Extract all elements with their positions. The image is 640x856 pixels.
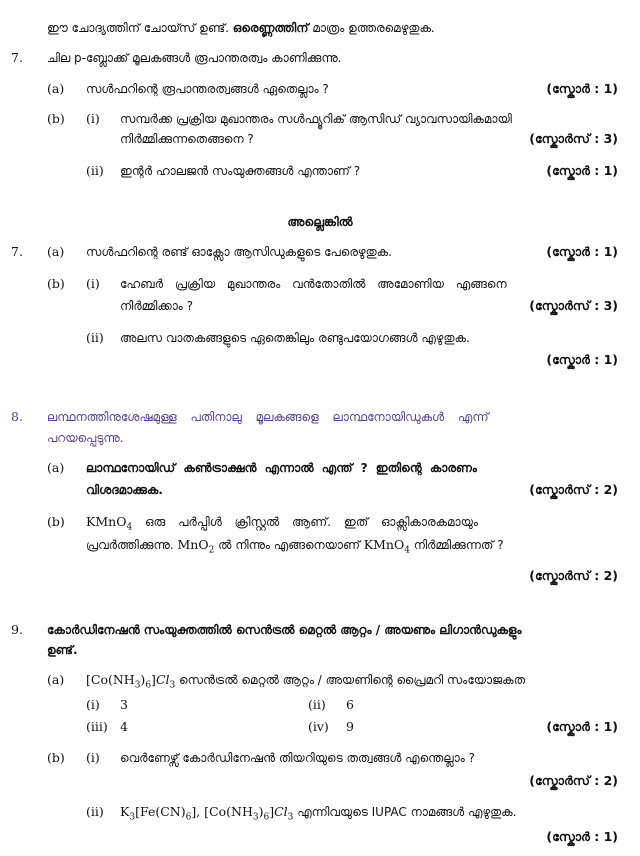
q9-opt-ii: 6 [346, 697, 354, 712]
q7alt-b-ii-score: (സ്കോർ : 1) [546, 352, 618, 367]
q9-opt-iii-label: (iii) [86, 719, 108, 734]
q7-b-ii-text: ഇന്റർ ഹാലജൻ സംയുക്തങ്ങൾ എന്താണ് ? [120, 164, 361, 178]
q8-a-label: (a) [47, 460, 65, 475]
q7alt-b-i-score: (സ്കോർസ് : 3) [529, 298, 618, 313]
q7alt-b-i-text-line1: ഹേബർ പ്രക്രിയ മുഖാന്തരം വൻതോതിൽ അമോണിയ എങ്ങനെ [120, 277, 507, 291]
q9-b-ii-label: (ii) [86, 804, 104, 819]
complex-formula: $[Co(NH_3)_6]Cl_3$ [86, 672, 176, 691]
q7-b-label: (b) [47, 111, 65, 126]
q8-b-score: (സ്കോർസ് : 2) [529, 568, 618, 583]
q7-b-ii-score: (സ്കോർ : 1) [546, 163, 618, 178]
q9-stem-line2: ഉണ്ട്. [47, 643, 78, 657]
q7alt-a-score: (സ്കോർ : 1) [546, 244, 618, 259]
q8-a-text-line1: ലാന്ഥനോയിഡ് കൺട്രാക്ഷൻ എന്നാൽ എന്ത് ? ഇതിന്റെ കാരണം [86, 461, 477, 475]
q7-stem: ചില p-ബ്ലോക്ക് മൂലകങ്ങൾ രൂപാന്തരത്വം കാണിക്കുന്നു. [47, 51, 342, 65]
q7-b-ii-label: (ii) [86, 163, 104, 178]
kmno4-formula: KMnO$_4$ [86, 514, 133, 533]
q8-number: 8. [11, 409, 23, 424]
q9-b-label: (b) [47, 750, 65, 765]
choice-instruction: ഈ ചോദ്യത്തിന് ചോയ്സ് ഉണ്ട്. ഒരെണ്ണത്തിന് മാത്രം ഉത്തരമെഴുതുക. [47, 21, 435, 35]
q8-a-score: (സ്കോർസ് : 2) [529, 482, 618, 497]
q9-opt-iii: 4 [120, 719, 128, 734]
q7alt-b-ii-label: (ii) [86, 330, 104, 345]
q9-a-label: (a) [47, 672, 65, 687]
q7alt-number: 7. [11, 244, 23, 259]
q7-b-i-text-line2: നിർമ്മിക്കുന്നതെങ്ങനെ ? [120, 132, 254, 146]
q7alt-b-label: (b) [47, 276, 65, 291]
q7-b-i-label: (i) [86, 111, 100, 126]
q7-b-i-text-line1: സമ്പർക്ക പ്രക്രിയ മുഖാന്തരം സൾഫ്യൂറിക് ആസിഡ് വ്യാവസായികമായി [120, 112, 512, 126]
q9-b-i-text: വെർണേഴ്സ് കോർഡിനേഷൻ തിയറിയുടെ തത്വങ്ങൾ എന്തെല്ലാം ? [120, 751, 475, 765]
q9-opt-iv: 9 [346, 719, 354, 734]
q7alt-b-ii-text: അലസ വാതകങ്ങളുടെ ഏതെങ്കിലും രണ്ടുപയോഗങ്ങൾ എഴുതുക. [120, 331, 470, 345]
q8-b-text-line2: പ്രവർത്തിക്കുന്നു. MnO$_2$ ൽ നിന്നും എങ്ങനെയാണ് KMnO$_4$ നിർമ്മിക്കുന്നത് ? [86, 537, 504, 556]
q9-opt-ii-label: (ii) [308, 697, 326, 712]
q7alt-b-i-text-line2: നിർമ്മിക്കാം ? [120, 299, 193, 313]
or-divider: അല്ലെങ്കിൽ [287, 214, 353, 229]
q7-a-text: സൾഫറിന്റെ രൂപാന്തരത്വങ്ങൾ ഏതെല്ലാം ? [86, 82, 329, 96]
q9-b-i-label: (i) [86, 750, 100, 765]
q8-stem-line2: പറയപ്പെടുന്നു. [47, 431, 124, 445]
q9-number: 9. [11, 622, 23, 637]
q8-b-text-line1: KMnO$_4$ ഒരു പർപ്പിൾ ക്രിസ്റ്റൽ ആണ്. ഇത് ഓക്സികാരകമായും [86, 514, 478, 533]
q9-a-text: $[Co(NH_3)_6]Cl_3$ സെൻട്രൽ മെറ്റൽ ആറ്റം / അയണിന്റെ പ്രൈമറി സംയോജകത [86, 672, 526, 691]
q7-b-i-score: (സ്കോർസ് : 3) [529, 131, 618, 146]
q7alt-a-label: (a) [47, 244, 65, 259]
q9-opt-i: 3 [120, 697, 128, 712]
q9-b-ii-text: $K_3[Fe(CN)_6]$, $[Co(NH_3)_6]Cl_3$ എന്നിവയുടെ IUPAC നാമങ്ങൾ എഴുതുക. [120, 804, 517, 823]
q9-opt-i-label: (i) [86, 697, 100, 712]
q7-a-label: (a) [47, 81, 65, 96]
q7-number: 7. [11, 50, 23, 65]
mno2-formula: MnO$_2$ [177, 537, 215, 556]
q7alt-a-text: സൾഫറിന്റെ രണ്ട് ഓക്സോ ആസിഡുകളുടെ പേരെഴുതുക. [86, 245, 392, 259]
kmno4-formula-2: KMnO$_4$ [363, 537, 410, 556]
q7-a-score: (സ്കോർ : 1) [546, 81, 618, 96]
q9-a-score: (സ്കോർ : 1) [546, 719, 618, 734]
q9-opt-iv-label: (iv) [308, 719, 329, 734]
q7alt-b-i-label: (i) [86, 276, 100, 291]
q9-b-ii-score: (സ്കോർ : 1) [546, 829, 618, 844]
ferrocyanide-formula: $K_3[Fe(CN)_6]$, $[Co(NH_3)_6]Cl_3$ [120, 804, 294, 823]
q8-b-label: (b) [47, 514, 65, 529]
q8-a-text-line2: വിശദമാക്കുക. [86, 483, 163, 497]
q8-stem-line1: ലന്ഥനത്തിനുശേഷമുള്ള പതിനാലു മൂലകങ്ങളെ ലാന്ഥനോയിഡുകൾ എന്ന് [47, 410, 489, 424]
q9-b-i-score: (സ്കോർസ് : 2) [529, 773, 618, 788]
q9-stem-line1: കോർഡിനേഷൻ സംയുക്തത്തിൽ സെൻട്രൽ മെറ്റൽ ആറ്റം / അയണും ലിഗാൻഡുകളും [47, 623, 522, 637]
